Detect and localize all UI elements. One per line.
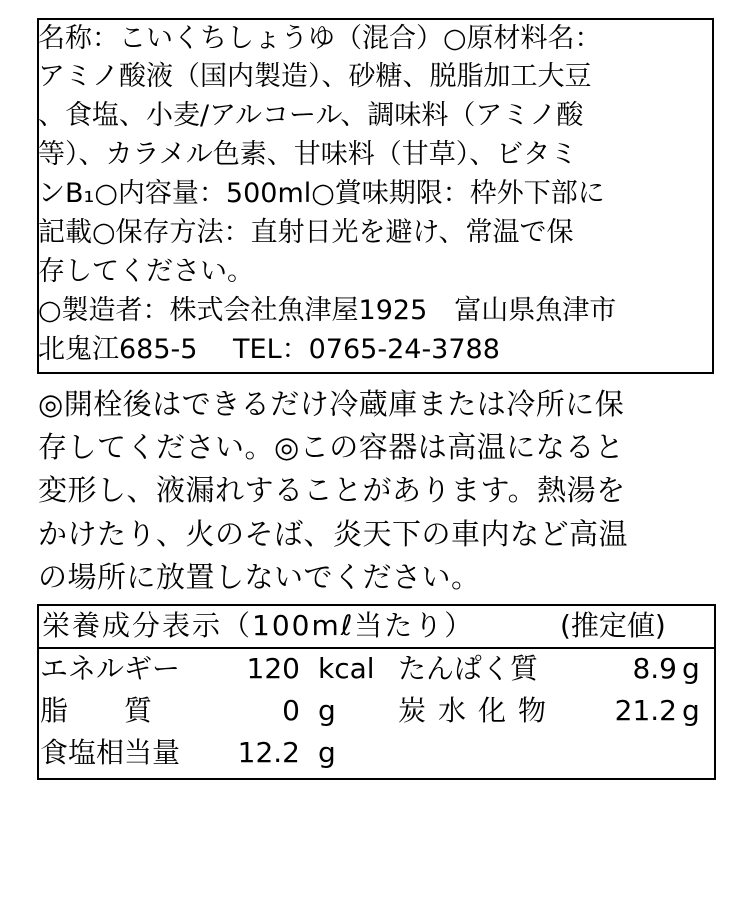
nutrition-row-name: 炭水化物 — [398, 694, 559, 727]
notice-line-2: 存してください。◎この容器は高温になると — [38, 430, 625, 464]
nutrition-row-unit: g — [682, 652, 700, 685]
label-line-storage-2: 存してください。 — [38, 256, 254, 287]
label-line-name: 名称：こいくちしょうゆ（混合）○原材料名： — [38, 23, 602, 54]
nutrition-row-name: 食塩相当量 — [40, 736, 181, 769]
nutrition-row-value: 8.9 — [632, 652, 677, 685]
notice-line-4: かけたり、火のそば、炎天下の車内など高温 — [38, 517, 629, 551]
notice-line-5: の場所に放置しないでください。 — [38, 560, 481, 594]
nutrition-row-value: 12.2 — [237, 736, 300, 769]
label-line-storage: 記載○保存方法：直射日光を避け、常温で保 — [38, 217, 574, 248]
label-line-ingredients-3: 等）、カラメル色素、甘味料（甘草）、ビタミ — [38, 139, 578, 170]
nutrition-row-name: 脂 質 — [40, 694, 153, 727]
nutrition-header-divider — [37, 647, 716, 649]
label-line-manufacturer: ○製造者：株式会社魚津屋1925 富山県魚津市 — [38, 295, 617, 326]
label-line-address: 北鬼江685-5 TEL：0765-24-3788 — [38, 334, 500, 365]
notice-line-1: ◎開栓後はできるだけ冷蔵庫または冷所に保 — [38, 387, 625, 421]
nutrition-row-value: 0 — [282, 694, 300, 727]
nutrition-row-unit: g — [318, 694, 336, 727]
nutrition-row-value: 120 — [246, 652, 300, 685]
nutrition-row-unit: g — [318, 736, 336, 769]
label-line-ingredients-2: 、食塩、小麦/アルコール、調味料（アミノ酸 — [38, 100, 584, 131]
nutrition-row-value: 21.2 — [614, 694, 677, 727]
label-line-ingredients: アミノ酸液（国内製造）、砂糖、脱脂加工大豆 — [38, 61, 592, 92]
label-line-contents: ンB₁○内容量：500ml○賞味期限：枠外下部に — [38, 178, 605, 209]
nutrition-estimate-note: (推定値) — [560, 609, 666, 642]
nutrition-row-unit: kcal — [318, 652, 375, 685]
nutrition-row-unit: g — [682, 694, 700, 727]
nutrition-row-name: エネルギー — [40, 652, 181, 685]
nutrition-title: 栄養成分表示（100mℓ当たり） — [42, 609, 475, 642]
nutrition-row-name: たんぱく質 — [398, 652, 539, 685]
notice-line-3: 変形し、液漏れすることがあります。熱湯を — [38, 473, 626, 507]
